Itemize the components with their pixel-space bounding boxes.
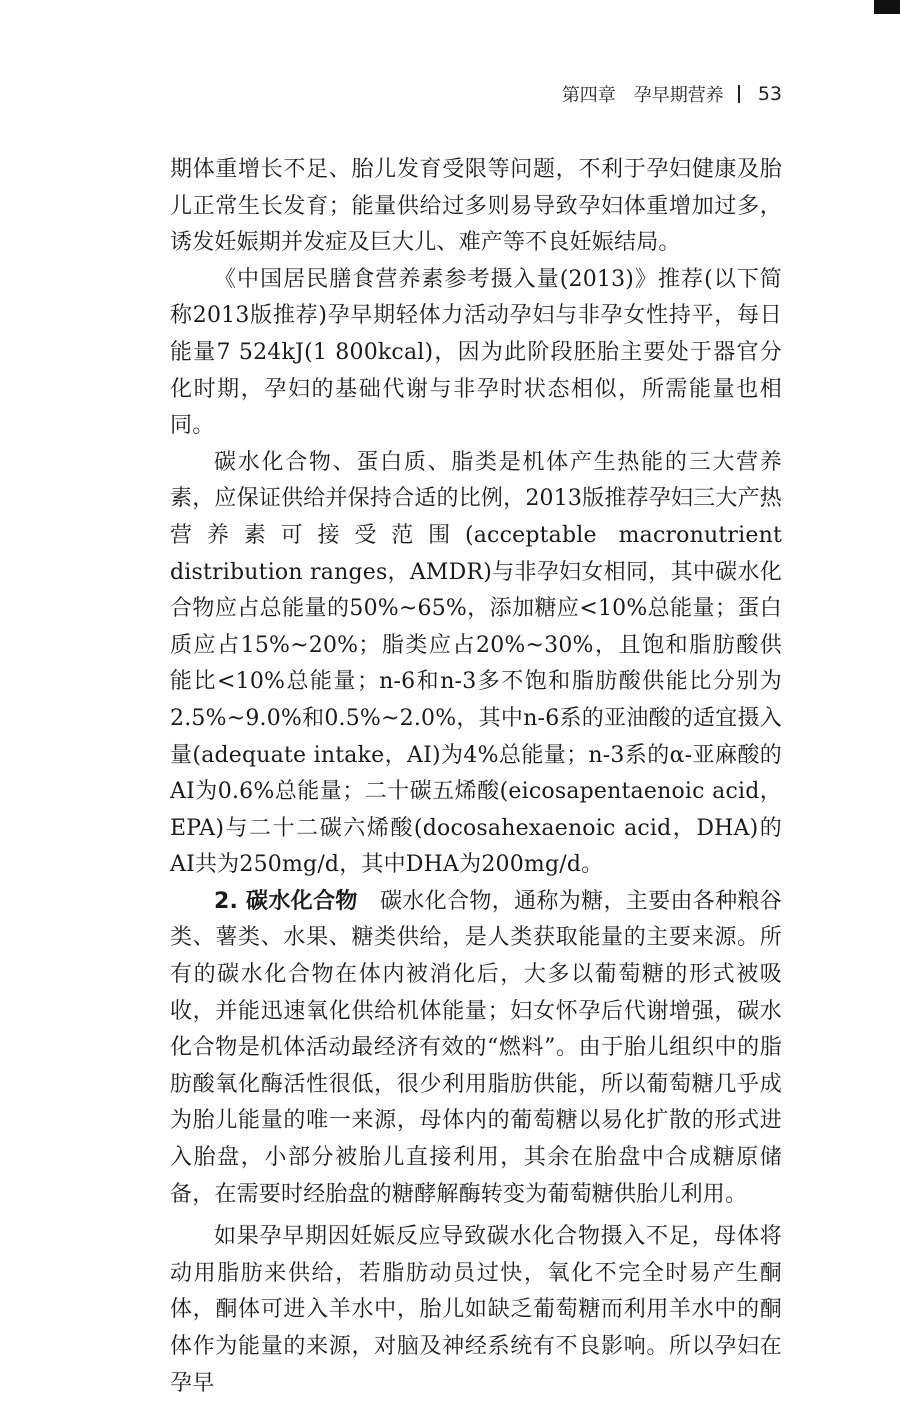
chapter-title: 第四章 孕早期营养 [561,85,724,106]
paragraph-4-text: 碳水化合物，通称为糖，主要由各种粮谷类、薯类、水果、糖类供给，是人类获取能量的主要来源。所有的碳水化合物在体内被消化后，大多以葡萄糖的形式被吸收，并能迅速氧化供给机体能量；妇女怀孕后代谢增强，碳水化合物是机体活动最经济有效的“燃料”。由于胎儿组织中的脂肪酸氧化酶活性很低，很少利用脂肪供能，所以葡萄糖几乎成为胎儿能量的唯一来源，母体内的葡萄糖以易化扩散的形式进入胎盘，小部分被胎儿直接利用，其余在胎盘中合成糖原储备，在需要时经胎盘的糖酵解酶转变为葡萄糖供胎儿利用。 [170,888,782,1207]
section-heading: 2. 碳水化合物 [214,888,358,914]
paragraph-1: 期体重增长不足、胎儿发育受限等问题，不利于孕妇健康及胎儿正常生长发育；能量供给过多则易导致孕妇体重增加过多，诱发妊娠期并发症及巨大儿、难产等不良妊娠结局。 [170,157,782,256]
header-divider [738,85,740,103]
paragraph-5: 如果孕早期因妊娠反应导致碳水化合物摄入不足，母体将动用脂肪来供给，若脂肪动员过快，氧化不完全时易产生酮体，酮体可进入羊水中，胎儿如缺乏葡萄糖而利用羊水中的酮体作为能量的来源，对脑及神经系统有不良影响。所以孕妇在孕早 [170,1224,782,1396]
paragraph-3: 碳水化合物、蛋白质、脂类是机体产生热能的三大营养素，应保证供给并保持合适的比例，2013版推荐孕妇三大产热营养素可接受范围(acceptable macronutrient distribution ranges，AMDR)与非孕妇女相同，其中碳水化合物应占总能量的50%~65%，添加糖应<10%总能量；蛋白质应占15%~20%；脂类应占20%~30%，且饱和脂肪酸供能比<10%总能量；n-6和n-3多不饱和脂肪酸供能比分别为2.5%~9.0%和0.5%~2.0%，其中n-6系的亚油酸的适宜摄入量(adequate intake，AI)为4%总能量；n-3系的α-亚麻酸的AI为0.6%总能量；二十碳五烯酸(eicosapentaenoic acid，EPA)与二十二碳六烯酸(docosahexaenoic acid，DHA)的AI共为250mg/d，其中DHA为200mg/d。 [170,449,782,878]
paragraph-4 [170,884,782,1213]
page-number: 53 [757,83,782,105]
paragraph-2: 《中国居民膳食营养素参考摄入量(2013)》推荐(以下简称2013版推荐)孕早期轻体力活动孕妇与非孕女性持平，每日能量7 524kJ(1 800kcal)，因为此阶段胚胎主要处于器官分化时期，孕妇的基础代谢与非孕时状态相似，所需能量也相同。 [170,266,782,439]
corner-tab-mark [874,0,900,14]
body-text [170,152,782,1402]
running-header [562,82,782,106]
